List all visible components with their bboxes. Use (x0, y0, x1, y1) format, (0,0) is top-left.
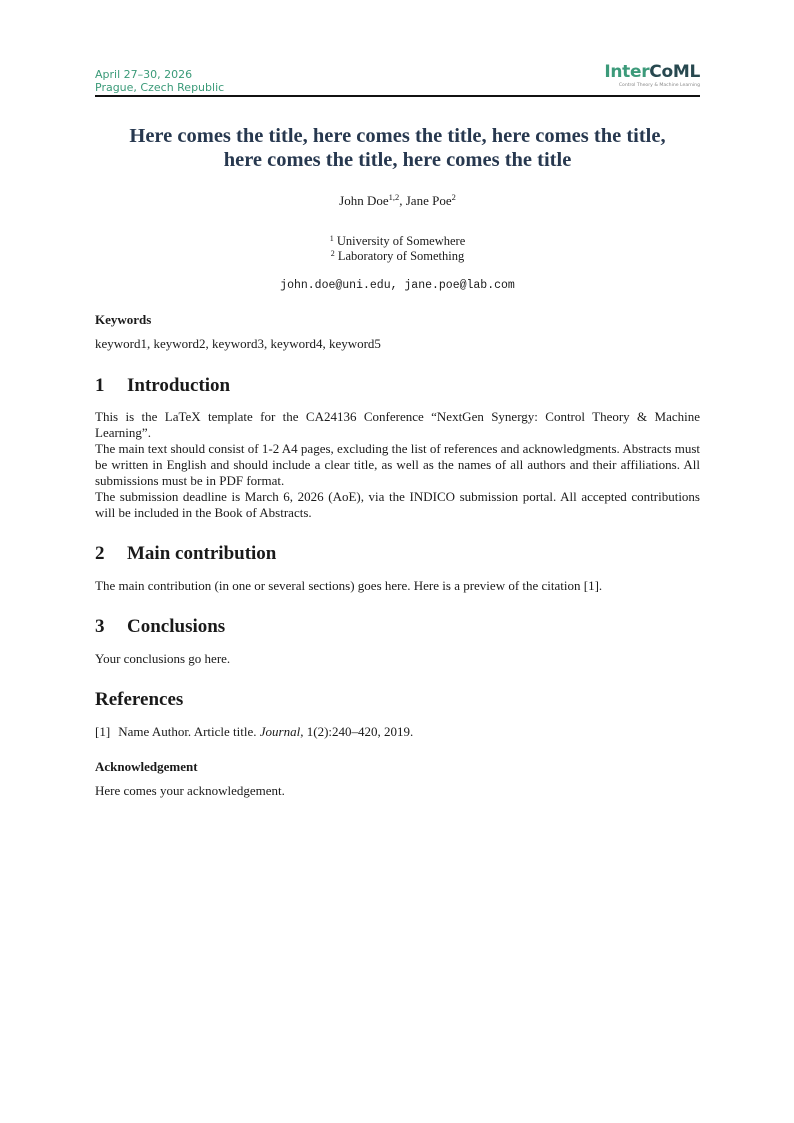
paragraph: This is the LaTeX template for the CA24136 Conference “NextGen Synergy: Control Theory & Machine Learning”. (95, 409, 700, 440)
author-affil-mark: 1,2 (388, 192, 400, 202)
logo-coml: CoML (649, 62, 700, 82)
section-number: 3 (95, 616, 105, 637)
affiliation (95, 249, 700, 264)
author-list: John Doe$^{1,2}$, Jane Poe$^2$ (339, 192, 456, 208)
logo-tagline: Control Theory & Machine Learning (618, 83, 700, 88)
acknowledgement-text: Here comes your acknowledgement. (95, 783, 285, 798)
references-heading: References (95, 689, 184, 710)
section-title: Conclusions (127, 616, 226, 637)
section-title: Main contribution (127, 543, 277, 564)
affiliation-list (95, 234, 700, 264)
conference-location: Prague, Czech Republic (95, 81, 225, 94)
conclusions-body: Your conclusions go here. (95, 651, 231, 666)
author-name: John Doe (339, 193, 389, 208)
header-divider (95, 95, 700, 97)
keywords-heading: Keywords (95, 312, 152, 327)
affiliation-number: 1 (329, 234, 334, 243)
author-emails: john.doe@uni.edu, jane.poe@lab.com (280, 279, 515, 292)
page-header (95, 62, 700, 96)
reference-text: Name Author. Article title. (118, 724, 260, 739)
logo-inter: Inter (604, 62, 650, 82)
reference-item (95, 724, 700, 740)
reference-label: [1] (95, 724, 111, 739)
affiliation-name: Laboratory of Something (337, 249, 465, 263)
affiliation (95, 234, 700, 249)
reference-journal: Journal (259, 724, 301, 739)
title-line-1: Here comes the title, here comes the title, here comes the title, (129, 125, 666, 147)
affiliation-number: 2 (330, 249, 335, 258)
section-heading-introduction (95, 375, 230, 397)
acknowledgement-heading: Acknowledgement (95, 759, 198, 774)
introduction-body (95, 409, 700, 521)
section-heading-conclusions (95, 616, 225, 638)
author-affil-mark: 2 (451, 192, 456, 202)
author-name: Jane Poe (405, 193, 452, 208)
keywords-text: keyword1, keyword2, keyword3, keyword4, keyword5 (95, 336, 381, 351)
title-line-2: here comes the title, here comes the title (223, 149, 572, 171)
main-contribution-body: The main contribution (in one or several sections) goes here. Here is a preview of the citation [1]. (95, 578, 603, 593)
affiliation-name: University of Somewhere (336, 234, 466, 248)
section-number: 2 (95, 543, 105, 564)
paper-title (95, 124, 700, 172)
section-heading-main-contribution (95, 543, 276, 565)
section-number: 1 (95, 375, 105, 396)
conference-date: April 27–30, 2026 (95, 68, 193, 81)
paragraph: The main text should consist of 1-2 A4 pages, excluding the list of references and acknowledgments. Abstracts must be written in English and should include a clear title, as well as the names of all authors and their affiliations. All submissions must be in PDF format. (95, 441, 700, 488)
section-title: Introduction (127, 375, 231, 396)
conference-info (95, 68, 224, 94)
intercoml-logo (604, 63, 700, 89)
reference-details: , 1(2):240–420, 2019. (300, 724, 414, 739)
paragraph: The submission deadline is March 6, 2026 (AoE), via the INDICO submission portal. All accepted contributions will be included in the Book of Abstracts. (95, 489, 700, 520)
